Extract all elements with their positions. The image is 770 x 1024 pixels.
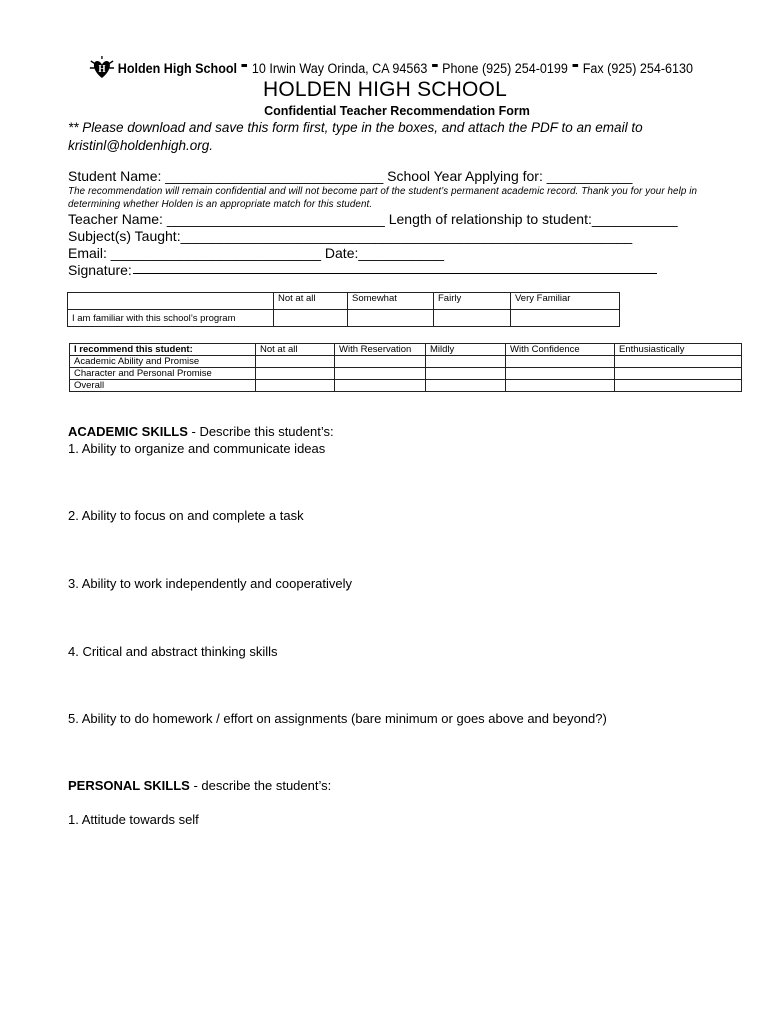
separator (242, 64, 248, 67)
table-row (68, 310, 620, 327)
page-title: HOLDEN HIGH SCHOOL (263, 78, 507, 101)
rating-cell[interactable] (506, 368, 615, 380)
table-header: With Reservation (335, 344, 426, 356)
rating-cell[interactable] (256, 356, 335, 368)
subjects-field[interactable]: Subject(s) Taught:__________________________________________________________ (68, 228, 633, 244)
table-header: Mildly (426, 344, 506, 356)
table-header: Not at all (274, 293, 348, 310)
rating-cell[interactable] (256, 380, 335, 392)
row-label: Overall (70, 380, 256, 392)
rating-cell[interactable] (506, 380, 615, 392)
rating-cell[interactable] (615, 356, 742, 368)
recommendation-table (69, 343, 742, 392)
heart-logo-icon (88, 56, 116, 80)
row-label: Academic Ability and Promise (70, 356, 256, 368)
table-header: I recommend this student: (70, 344, 256, 356)
rating-cell[interactable] (335, 356, 426, 368)
table-row (70, 368, 742, 380)
table-header-row (68, 293, 620, 310)
rating-cell[interactable] (348, 310, 434, 327)
personal-skills-title: PERSONAL SKILLS (68, 778, 190, 793)
academic-skills-subtitle: - Describe this student’s: (187, 424, 334, 439)
rating-cell[interactable] (335, 380, 426, 392)
table-header-row (70, 344, 742, 356)
personal-skills-heading (68, 778, 331, 793)
rating-cell[interactable] (426, 356, 506, 368)
personal-question-1: 1. Attitude towards self (68, 812, 199, 827)
rating-cell[interactable] (426, 368, 506, 380)
school-phone: Phone (925) 254-0199 (442, 60, 568, 76)
table-header: Not at all (256, 344, 335, 356)
rating-cell[interactable] (274, 310, 348, 327)
school-name: Holden High School (117, 60, 238, 76)
confidential-note: The recommendation will remain confidential and will not become part of the student’s permanent academic record. Thank you for your help in determining whether Holden is an appropriate match for this student. (68, 186, 698, 210)
academic-question-1: 1. Ability to organize and communicate ideas (68, 441, 326, 456)
rating-cell[interactable] (615, 368, 742, 380)
rating-cell[interactable] (256, 368, 335, 380)
school-address: 10 Irwin Way Orinda, CA 94563 (251, 60, 428, 76)
table-row (70, 380, 742, 392)
table-cell (68, 293, 274, 310)
academic-question-5: 5. Ability to do homework / effort on assignments (bare minimum or goes above and beyond?) (68, 711, 607, 726)
academic-question-4: 4. Critical and abstract thinking skills (68, 644, 278, 659)
row-label: Character and Personal Promise (70, 368, 256, 380)
school-fax: Fax (925) 254-6130 (582, 60, 693, 76)
table-header: With Confidence (506, 344, 615, 356)
table-header: Very Familiar (511, 293, 620, 310)
signature-label: Signature: (68, 262, 132, 278)
personal-skills-subtitle: - describe the student’s: (189, 778, 332, 793)
email-date-field[interactable]: Email: ___________________________ Date:___________ (68, 245, 445, 261)
rating-cell[interactable] (426, 380, 506, 392)
academic-skills-heading (68, 424, 334, 439)
table-header: Enthusiastically (615, 344, 742, 356)
rating-cell[interactable] (615, 380, 742, 392)
rating-cell[interactable] (511, 310, 620, 327)
academic-question-2: 2. Ability to focus on and complete a task (68, 508, 304, 523)
rating-cell[interactable] (335, 368, 426, 380)
svg-text:H: H (98, 63, 106, 76)
student-name-field[interactable]: Student Name: ____________________________ School Year Applying for: ___________ (68, 168, 633, 184)
academic-skills-title: ACADEMIC SKILLS (68, 424, 188, 439)
table-header: Fairly (434, 293, 511, 310)
letterhead (88, 56, 693, 80)
signature-line[interactable] (133, 273, 657, 274)
academic-question-3: 3. Ability to work independently and cooperatively (68, 576, 353, 591)
instructions-text: ** Please download and save this form first, type in the boxes, and attach the PDF to an email to kristinl@holdenhigh.org. (68, 120, 643, 153)
teacher-name-field[interactable]: Teacher Name: ____________________________ Length of relationship to student:___________ (68, 211, 678, 227)
table-row (70, 356, 742, 368)
rating-cell[interactable] (434, 310, 511, 327)
rating-cell[interactable] (506, 356, 615, 368)
separator (572, 64, 578, 67)
familiarity-table (67, 292, 620, 327)
table-header: Somewhat (348, 293, 434, 310)
separator (432, 64, 438, 67)
row-label: I am familiar with this school’s program (68, 310, 274, 327)
form-subtitle: Confidential Teacher Recommendation Form (264, 104, 530, 118)
